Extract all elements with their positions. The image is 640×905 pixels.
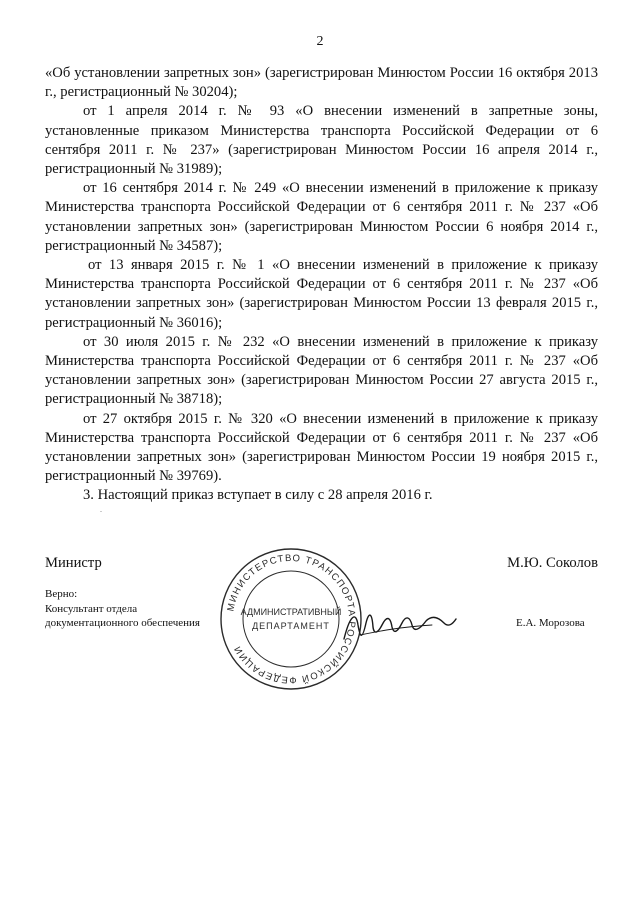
document-body [45,64,598,506]
paragraph-order-2011-continuation: «Об установлении запретных зон» (зарегистрирован Минюстом России 16 октября 2013 г., регистрационный № 30204); [45,65,598,101]
paragraph-order-93: от 1 апреля 2014 г. № 93 «О внесении изменений в запретные зоны, установленные приказом Министерства транспорта Российской Федерации от 6 сентября 2011 г. № 237» (зарегистрирован Минюстом России 16 апреля 2014 г., регистрационный № 31989); [45,103,598,178]
seal-inner-line2: ДЕПАРТАМЕНТ [252,621,330,631]
minister-title: Министр [45,555,102,571]
paragraph-effective-date: 3. Настоящий приказ вступает в силу с 28 апреля 2016 г. [83,487,433,504]
paragraph-order-1: от 13 января 2015 г. № 1 «О внесении изменений в приложение к приказу Министерства транспорта Российской Федерации от 6 сентября 2011 г. № 237 «Об установлении запретных зон» (зарегистрирован Минюстом России 13 февраля 2015 г., регистрационный № 36016); [45,257,598,331]
certifier-name: Е.А. Морозова [516,617,585,629]
signature-block [45,552,598,715]
paragraph-order-320: от 27 октября 2015 г. № 320 «О внесении изменений в приложение к приказу Министерства транспорта Российской Федерации от 6 сентября 2011 г. № 237 «Об установлении запретных зон» (зарегистрирован Минюстом России 19 ноября 2015 г., регистрационный № 39769). [45,410,598,485]
svg-text:МИНИСТЕРСТВО ТРАНСПОРТА РОССИЙ [225,553,357,685]
page-number: 2 [316,34,324,49]
seal-inner-line1: АДМИНИСТРАТИВНЫЙ [240,607,342,617]
certification-label: Верно: [45,588,78,600]
seal-outer-text: МИНИСТЕРСТВО ТРАНСПОРТА РОССИЙСКОЙ ФЕДЕРАЦИИ [225,552,358,686]
scan-dot [100,511,102,512]
certification-position: Консультант отдела документационного обеспечения [45,603,200,629]
paragraph-order-232: от 30 июля 2015 г. № 232 «О внесении изменений в приложение к приказу Министерства транспорта Российской Федерации от 6 сентября 2011 г. № 237 «Об установлении запретных зон» (зарегистрирован Минюстом России 27 августа 2015 г., регистрационный № 38718); [45,333,598,408]
minister-name: М.Ю. Соколов [507,555,598,571]
handwritten-signature [340,605,460,650]
paragraph-order-249: от 16 сентября 2014 г. № 249 «О внесении изменений в приложение к приказу Министерства транспорта Российской Федерации от 6 сентября 2011 г. № 237 «Об установлении запретных зон» (зарегистрирован Минюстом России 6 ноября 2014 г., регистрационный № 34587); [45,180,598,254]
